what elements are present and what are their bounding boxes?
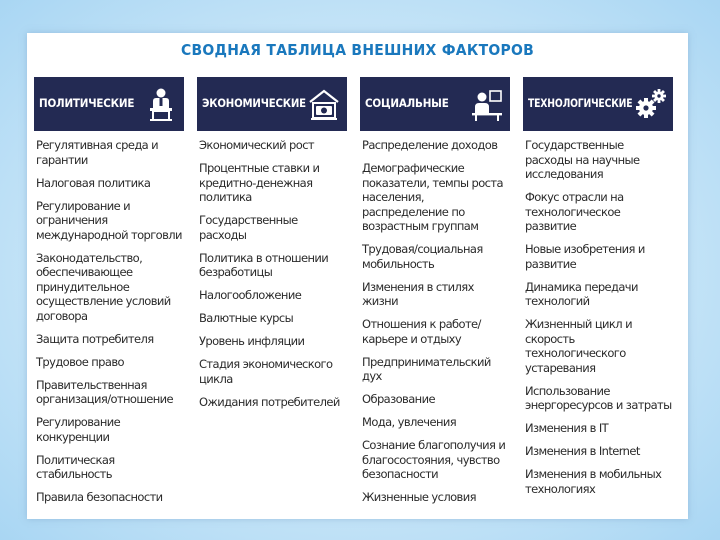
list-item: Изменения в стилях жизни [362,279,474,308]
page-title: СВОДНАЯ ТАБЛИЦА ВНЕШНИХ ФАКТОРОВ [180,41,535,59]
list-item: Образование [362,392,435,406]
list-item: Демографические показатели, темпы роста населения, распределение по возрастным группам [362,161,503,233]
column-header-label: ПОЛИТИЧЕСКИЕ [39,96,135,110]
list-item: Налогообложение [199,288,302,302]
list-item: Изменения в Internet [525,444,640,458]
column-political [34,77,184,513]
column-header [34,77,184,131]
factor-list [523,131,673,496]
list-item: Налоговая политика [36,175,151,190]
column-technological [523,77,673,505]
list-item: Жизненные условия [362,490,476,504]
list-item: Жизненный цикл и скорость технологического устаревания [525,317,632,375]
money-house-icon [307,86,341,122]
list-item: Предпринимательский дух [362,354,491,383]
list-item: Ожидания потребителей [199,394,340,409]
list-item: Регулятивная среда и гарантии [36,138,159,167]
list-item: Уровень инфляции [199,334,305,348]
list-item: Новые изобретения и развитие [525,242,645,271]
column-header [197,77,347,131]
list-item: Сознание благополучия и благосостояния, чувство безопасности [362,438,506,481]
list-item: Правила безопасности [36,490,163,504]
list-item: Использование энергоресурсов и затраты [525,383,672,412]
list-item: Изменения в IT [525,421,609,435]
factor-list [360,131,510,505]
list-item: Распределение доходов [362,138,498,152]
column-header-label: СОЦИАЛЬНЫЕ [365,96,449,110]
list-item: Защита потребителя [36,331,154,346]
list-item: Валютные курсы [199,311,294,325]
list-item: Экономический рост [199,138,315,152]
list-item: Законодательство, обеспечивающее принудительное осуществление условий договора [36,250,171,323]
list-item: Фокус отрасли на технологическое развитие [525,190,624,233]
list-item: Трудовая/социальная мобильность [362,242,483,271]
list-item: Динамика передачи технологий [525,279,638,308]
list-item: Процентные ставки и кредитно-денежная политика [199,161,320,204]
list-item: Политическая стабильность [36,452,115,481]
list-item: Правительственная организация/отношение [36,377,174,406]
factors-table-card [27,33,688,519]
list-item: Регулирование и ограничения международной торговли [36,198,182,242]
list-item: Трудовое право [36,354,124,369]
column-header-label: ЭКОНОМИЧЕСКИЕ [202,96,306,110]
list-item: Стадия экономического цикла [199,357,333,386]
list-item: Политика в отношении безработицы [199,250,329,279]
column-header [360,77,510,131]
column-header [523,77,673,131]
official-at-podium-icon [144,86,178,122]
list-item: Государственные расходы [199,213,298,242]
factor-list [34,131,184,505]
factor-list [197,131,347,409]
list-item: Мода, увлечения [362,415,457,429]
list-item: Изменения в мобильных технологиях [525,467,662,496]
column-social [360,77,510,513]
list-item: Регулирование конкуренции [36,415,121,444]
list-item: Государственные расходы на научные исследования [525,138,640,181]
person-at-desk-icon [470,86,504,122]
column-header-label: ТЕХНОЛОГИЧЕСКИЕ [528,96,633,110]
list-item: Отношения к работе/карьере и отдыху [362,317,481,346]
gears-icon [633,86,667,122]
column-economic [197,77,347,418]
